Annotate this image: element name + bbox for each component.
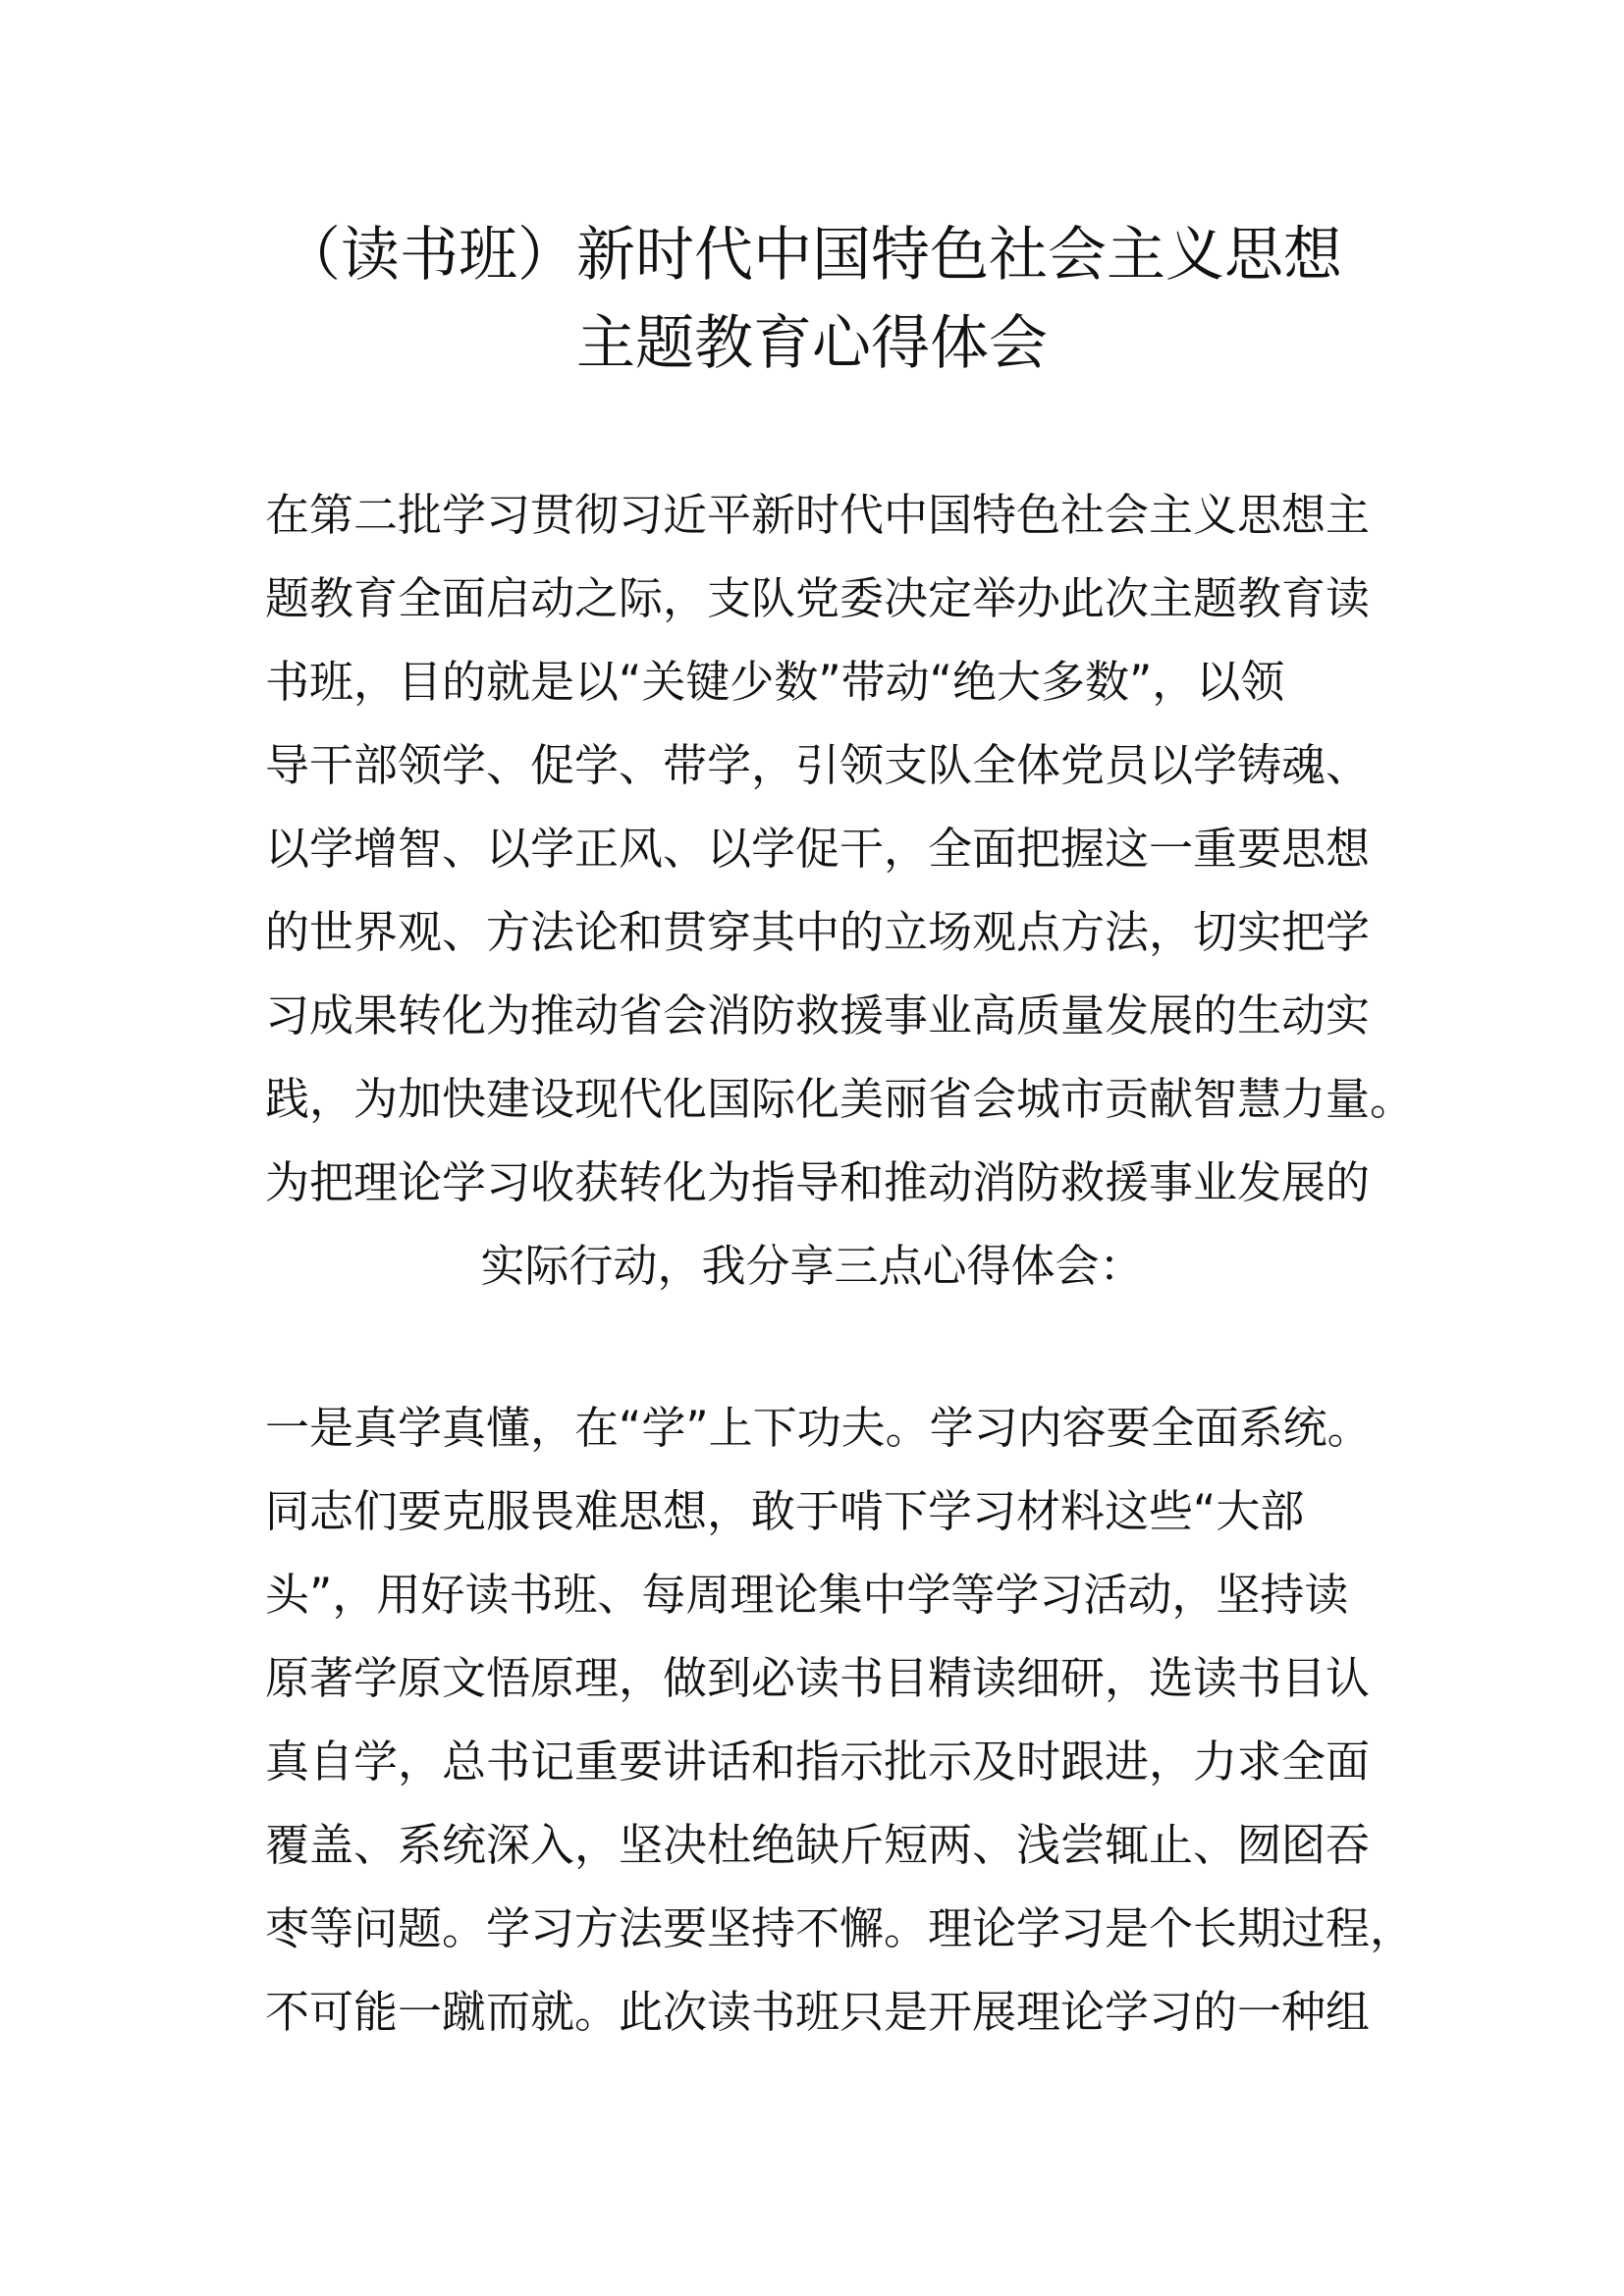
intro-line: 习成果转化为推动省会消防救援事业高质量发展的生动实 [265, 989, 1371, 1041]
title-line-2: 主题教育心得体会 [576, 309, 1048, 378]
intro-line: 的世界观、方法论和贯穿其中的立场观点方法，切实把学 [265, 906, 1371, 958]
intro-line: 导干部领学、促学、带学，引领支队全体党员以学铸魂、 [265, 739, 1371, 791]
intro-line: 书班，目的就是以“关键少数”带动“绝大多数”，以领 [265, 656, 1285, 708]
intro-line: 以学增智、以学正风、以学促干，全面把握这一重要思想 [265, 823, 1371, 875]
section-1-line: 头”，用好读书班、每周理论集中学等学习活动，坚持读 [265, 1569, 1349, 1621]
section-1-line: 原著学原文悟原理，做到必读书目精读细研，选读书目认 [265, 1652, 1371, 1704]
section-1-line: 不可能一蹴而就。此次读书班只是开展理论学习的一种组 [265, 1986, 1371, 2038]
section-1-line: 真自学，总书记重要讲话和指示批示及时跟进，力求全面 [265, 1735, 1371, 1788]
intro-line: 践，为加快建设现代化国际化美丽省会城市贡献智慧力量。 [265, 1073, 1415, 1125]
intro-line: 在第二批学习贯彻习近平新时代中国特色社会主义思想主 [265, 489, 1371, 541]
section-1-line: 覆盖、系统深入，坚决杜绝缺斤短两、浅尝辄止、囫囵吞 [265, 1819, 1371, 1871]
title-line-1: （读书班）新时代中国特色社会主义思想 [282, 221, 1342, 290]
intro-line: 为把理论学习收获转化为指导和推动消防救援事业发展的 [265, 1156, 1371, 1208]
section-1-line: 同志们要克服畏难思想，敢于啃下学习材料这些“大部 [265, 1485, 1305, 1537]
section-1-line: 枣等问题。学习方法要坚持不懈。理论学习是个长期过程， [265, 1902, 1415, 1954]
intro-closing-line: 实际行动，我分享三点心得体会： [480, 1240, 1144, 1292]
section-1-line: 一是真学真懂，在“学”上下功夫。学习内容要全面系统。 [265, 1402, 1372, 1454]
intro-line: 题教育全面启动之际，支队党委决定举办此次主题教育读 [265, 572, 1371, 624]
